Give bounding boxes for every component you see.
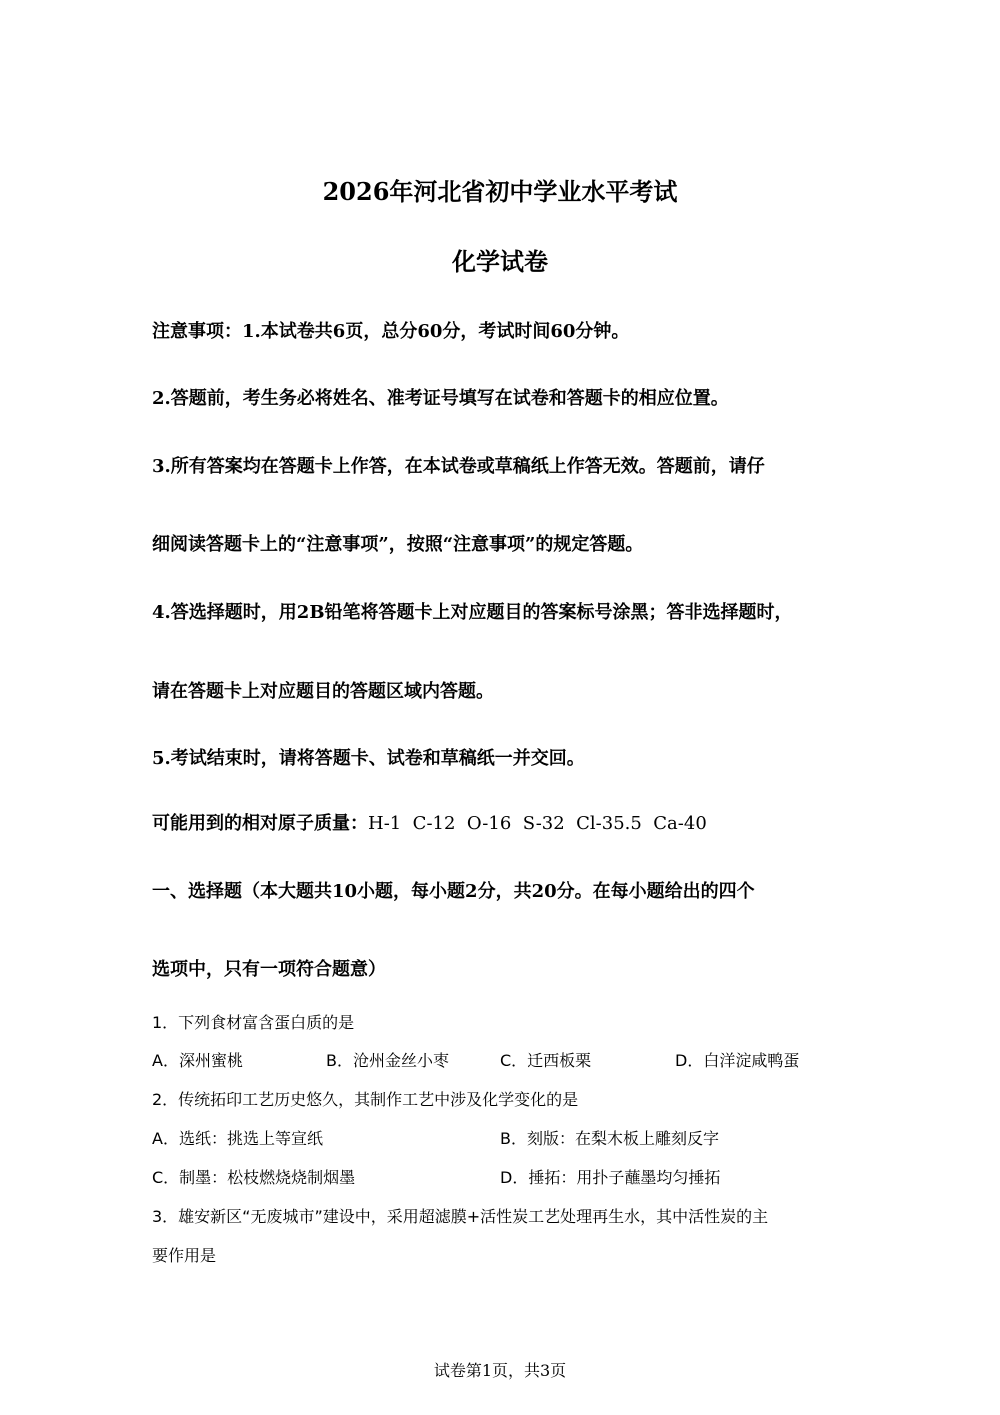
notice-4a: 4.答选择题时，用2B铅笔将答题卡上对应题目的答案标号涂黑；答非选择题时， [152, 602, 793, 623]
question-2-option-a: A．选纸：挑选上等宣纸 [152, 1129, 323, 1148]
question-2-option-b: B．刻版：在梨木板上雕刻反字 [500, 1129, 719, 1148]
question-1-option-c: C．迁西板栗 [500, 1051, 592, 1070]
exam-subject: 化学试卷 [452, 247, 548, 276]
notice-4b: 请在答题卡上对应题目的答题区域内答题。 [152, 681, 494, 702]
exam-title: 2026年河北省初中学业水平考试 [322, 177, 678, 206]
question-1-option-a: A．深州蜜桃 [152, 1051, 243, 1070]
question-1-option-d: D．白洋淀咸鸭蛋 [675, 1051, 800, 1070]
notice-3a: 3.所有答案均在答题卡上作答，在本试卷或草稿纸上作答无效。答题前，请仔 [152, 456, 765, 477]
atomic-mass-values: H-1 C-12 O-16 S-32 Cl-35.5 Ca-40 [368, 813, 707, 834]
question-3-stem-a: 3．雄安新区“无废城市”建设中，采用超滤膜+活性炭工艺处理再生水，其中活性炭的主 [152, 1207, 769, 1226]
page-footer: 试卷第1页，共3页 [433, 1361, 567, 1380]
question-2-stem: 2．传统拓印工艺历史悠久，其制作工艺中涉及化学变化的是 [152, 1090, 579, 1109]
question-2-option-c: C．制墨：松枝燃烧烧制烟墨 [152, 1168, 356, 1187]
question-1-option-b: B．沧州金丝小枣 [326, 1051, 449, 1070]
section-heading-b: 选项中，只有一项符合题意） [152, 959, 386, 980]
atomic-mass-line [152, 809, 707, 835]
question-3-stem-b: 要作用是 [152, 1246, 217, 1265]
notice-1: 注意事项：1.本试卷共6页，总分60分，考试时间60分钟。 [152, 321, 630, 342]
notice-2: 2.答题前，考生务必将姓名、准考证号填写在试卷和答题卡的相应位置。 [152, 388, 729, 409]
atomic-mass-label: 可能用到的相对原子质量： [152, 813, 368, 834]
notice-5: 5.考试结束时，请将答题卡、试卷和草稿纸一并交回。 [152, 748, 585, 769]
question-2-option-d: D．捶拓：用扑子蘸墨均匀捶拓 [500, 1168, 721, 1187]
question-1-stem: 1．下列食材富含蛋白质的是 [152, 1013, 355, 1032]
section-heading-a: 一、选择题（本大题共10小题，每小题2分，共20分。在每小题给出的四个 [152, 881, 755, 902]
notice-3b: 细阅读答题卡上的“注意事项”，按照“注意事项”的规定答题。 [152, 534, 644, 555]
